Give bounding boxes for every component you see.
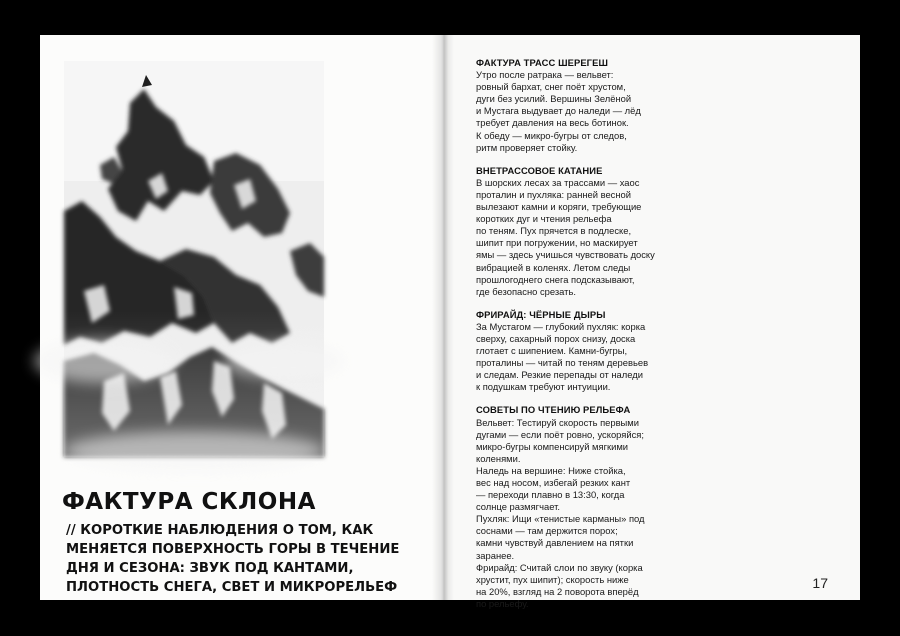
text-line: дуги без усилий. Вершины Зелёной: [476, 93, 632, 105]
text-line: соснами — там держится порох;: [476, 525, 618, 537]
text-line: За Мустагом — глубокий пухляк: корка: [476, 320, 646, 332]
text-line: вибрацией в коленях. Летом следы: [476, 261, 631, 273]
mountain-photo: [64, 61, 324, 457]
text-line: и следам. Резкие перепады от наледи: [476, 369, 643, 381]
text-line: К обеду — микро-бугры от следов,: [476, 129, 627, 141]
text-line: проталины — читай по теням деревьев: [476, 357, 649, 369]
text-line: вес над носом, избегай резких кант: [476, 477, 631, 488]
page-title: ФАКТУРА СКЛОНА: [62, 489, 316, 515]
text-line: солнце размягчает.: [476, 501, 560, 513]
text-line: на 20%, взгляд на 2 поворота вперёд: [476, 585, 639, 597]
text-line: и Мустага выдувает до наледи — лёд: [476, 105, 641, 117]
text-column: [476, 57, 704, 621]
page-subtitle: // КОРОТКИЕ НАБЛЮДЕНИЯ О ТОМ, КАК МЕНЯЕТСЯ ПОВЕРХНОСТЬ ГОРЫ В ТЕЧЕНИЕ ДНЯ И СЕЗОНА: ЗВУК ПОД КАНТАМИ, ПЛОТНОСТЬ СНЕГА, СВЕТ И МИКРОРЕЛЬЕФ: [66, 523, 400, 595]
text-line: заранее.: [476, 549, 515, 561]
text-line: микро-бугры компенсируй мягкими: [476, 440, 629, 452]
page-number: 17: [812, 575, 828, 591]
right-page: [441, 35, 860, 609]
text-line: Пухляк: Ищи «тенистые карманы» под: [476, 513, 645, 525]
section-heading: СОВЕТЫ ПО ЧТЕНИЮ РЕЛЬЕФА: [476, 404, 631, 416]
text-line: дугами — если поёт ровно, ускоряйся;: [476, 428, 644, 440]
text-line: ровный бархат, снег поёт хрустом,: [476, 81, 626, 93]
section-trail-texture: [476, 57, 704, 154]
text-line: Вельвет: Тестируй скорость первыми: [476, 416, 639, 428]
text-line: коротких дуг и чтения рельефа: [476, 213, 612, 225]
text-line: — переходи плавно в 13:30, когда: [476, 489, 625, 501]
section-heading: ФАКТУРА ТРАСС ШЕРЕГЕШ: [476, 57, 608, 68]
section-heading: ВНЕТРАССОВОЕ КАТАНИЕ: [476, 164, 603, 176]
text-line: Утро после ратрака — вельвет:: [476, 69, 614, 81]
text-line: прошлогоднего снега подсказывают,: [476, 273, 635, 285]
text-line: камни чувствуй давлением на пятки: [476, 537, 634, 549]
text-line: по рельефу.: [476, 597, 529, 609]
text-line: Наледь на вершине: Ниже стойка,: [476, 464, 626, 476]
text-line: вылезают камни и коряги, требующие: [476, 201, 642, 213]
book-spread: [40, 35, 860, 609]
text-line: Фрирайд: Считай слои по звуку (корка: [476, 561, 643, 573]
text-line: требует давления на весь ботинок.: [476, 117, 629, 129]
text-line: ямы — здесь учишься чувствовать доску: [476, 249, 655, 261]
text-line: шипит при погружении, но маскирует: [476, 237, 638, 249]
text-line: В шорских лесах за трассами — хаос: [476, 176, 640, 188]
section-heading: ФРИРАЙД: ЧЁРНЫЕ ДЫРЫ: [476, 308, 606, 320]
text-line: где безопасно срезать.: [476, 285, 576, 297]
section-terrain-tips: [476, 404, 704, 610]
text-line: по теням. Пух прячется в подлеске,: [476, 225, 632, 237]
left-page: [40, 35, 441, 600]
text-line: глотает с шипением. Камни-бугры,: [476, 345, 628, 357]
text-line: коленями.: [476, 452, 521, 464]
text-line: проталин и пухляка: ранней весной: [476, 188, 632, 200]
text-line: хрустит, пух шипит); скорость ниже: [476, 573, 629, 585]
text-line: к подушкам требуют интуиции.: [476, 381, 611, 393]
section-offpiste: [476, 165, 704, 298]
section-freeride: [476, 309, 704, 394]
text-line: ритм проверяет стойку.: [476, 141, 578, 153]
text-line: сверху, сахарный порох снизу, доска: [476, 332, 636, 344]
